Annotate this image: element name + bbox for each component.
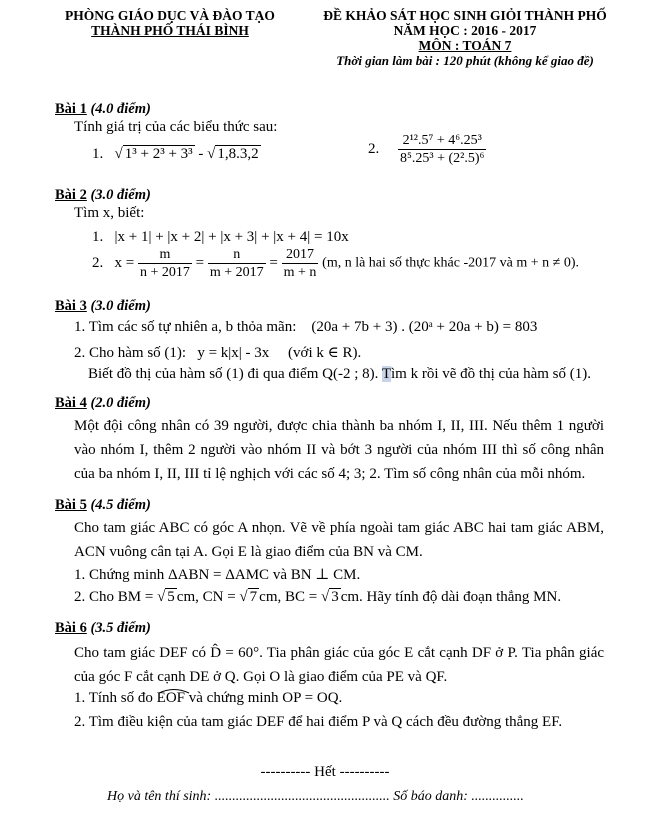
bai5-heading	[55, 497, 151, 514]
bai1-q1: 1. √ 1³ + 2³ + 3³ - √ 1,8.3,2	[92, 146, 259, 162]
bai5-q2-root2: 7	[249, 589, 258, 605]
bai2-q1-expr: |x + 1| + |x + 2| + |x + 3| + |x + 4| = 10x	[114, 229, 349, 245]
bai1-heading	[55, 101, 151, 118]
bai1-q1-root-a: 1³ + 2³ + 3³	[124, 146, 193, 162]
bai2-q1	[92, 229, 349, 246]
bai2-intro: Tìm x, biết:	[74, 205, 145, 221]
candidate-info	[107, 789, 524, 805]
arc-mark-icon	[157, 688, 191, 694]
bai3-q2	[74, 343, 361, 362]
bai3-q2-line2a: Biết đồ thị của hàm số (1) đi qua điểm Q(-2 ; 8).	[88, 366, 379, 382]
bai3-points: (3.0 điểm)	[90, 298, 151, 314]
bai5-title: Bài 5	[55, 497, 87, 513]
header-right	[300, 8, 630, 68]
bai1-q1-root-b: 1,8.3,2	[217, 146, 259, 162]
bai2-q2-frac1	[138, 246, 192, 281]
sbd-field: ...............	[471, 789, 524, 804]
bai5-q2-root3: 3	[331, 589, 339, 605]
subject: MÔN : TOÁN 7	[418, 38, 512, 53]
bai3-q1-eq: (20a + 7b + 3) . (20ᵃ + 20a + b) = 803	[311, 319, 538, 335]
bai5-points: (4.5 điểm)	[90, 497, 151, 513]
bai2-q2-frac3	[282, 246, 319, 281]
bai1-title: Bài 1	[55, 101, 87, 117]
bai2-q2-num: 2.	[92, 255, 104, 271]
bai6-q1-angle	[157, 690, 185, 707]
bai2-q2	[92, 246, 579, 281]
bai1-q2-num: 2.	[368, 141, 380, 157]
bai6-q1	[74, 690, 342, 707]
bai2-q2-x: x =	[114, 255, 135, 271]
bai1-q1-minus: -	[198, 146, 204, 162]
bai3-q2-text: 2. Cho hàm số (1):	[74, 345, 187, 361]
sbd-label: Số báo danh:	[393, 789, 468, 804]
bai4-title: Bài 4	[55, 395, 87, 411]
bai2-heading	[55, 187, 151, 204]
bai2-q2-frac2-den: m + 2017	[209, 265, 264, 280]
bai6-angle-d: D̂ = 60°	[210, 645, 260, 661]
bai6-points: (3.5 điểm)	[90, 620, 151, 636]
time-limit: Thời gian làm bài : 120 phút (không kể giao đề)	[336, 53, 594, 68]
bai2-q2-frac3-num: 2017	[282, 246, 319, 264]
bai6-title: Bài 6	[55, 620, 87, 636]
bai5-q2-c: cm, BC =	[259, 589, 318, 605]
text-selection-highlight: T	[381, 366, 392, 382]
bai3-title: Bài 3	[55, 298, 87, 314]
bai3-q2-eq: y = k|x| - 3x	[197, 345, 270, 361]
bai5-q2-a: 2. Cho BM =	[74, 589, 154, 605]
bai5-q2-d: cm. Hãy tính độ dài đoạn thẳng MN.	[340, 589, 562, 605]
city-name: THÀNH PHỐ THÁI BÌNH	[91, 23, 249, 38]
bai5-q2: 2. Cho BM = √ 5 cm, CN = √ 7 cm, BC = √ 3 cm. Hãy tính độ dài đoạn thẳng MN.	[74, 589, 562, 605]
bai6-text	[74, 641, 604, 689]
bai6-text-b: . Tia phân giác của góc E cắt cạnh DF ở P. Tia phân giác của góc F cắt cạnh DE ở Q. Gọi O là giao điểm của PE và QF.	[74, 645, 605, 685]
bai2-q1-num: 1.	[92, 229, 104, 245]
bai5-q1: 1. Chứng minh ΔABN = ΔAMC và BN ⊥ CM.	[74, 567, 361, 583]
bai6-heading	[55, 620, 151, 637]
bai2-q2-eq1: =	[195, 255, 205, 271]
bai2-q2-eq2: =	[269, 255, 278, 271]
bai3-q2-cond: (với k ∈ R).	[288, 345, 362, 361]
bai6-q1-a: 1. Tính số đo	[74, 690, 153, 706]
school-year: NĂM HỌC : 2016 - 2017	[393, 23, 537, 38]
bai2-q2-frac3-den: m + n	[283, 265, 317, 280]
name-label: Họ và tên thí sinh:	[107, 789, 212, 804]
bai1-points: (4.0 điểm)	[90, 101, 151, 117]
bai1-q2-denominator: 8⁵.25³ + (2².5)⁶	[400, 151, 485, 166]
bai4-heading	[55, 395, 151, 412]
bai2-q2-frac1-num: m	[138, 246, 192, 264]
bai6-q2: 2. Tìm điều kiện của tam giác DEF để hai điểm P và Q cách đều đường thẳng EF.	[74, 714, 563, 730]
bai3-heading	[55, 298, 151, 315]
bai1-q2	[368, 132, 486, 167]
bai2-q2-frac1-den: n + 2017	[139, 265, 190, 280]
bai5-q2-root1: 5	[167, 589, 175, 605]
bai1-q1-num: 1.	[92, 146, 104, 162]
exam-title: ĐỀ KHẢO SÁT HỌC SINH GIỎI THÀNH PHỐ	[323, 8, 607, 23]
bai6-q1-angle-text: EOF	[156, 690, 185, 706]
bai6-q1-b: và chứng minh OP = OQ.	[188, 690, 343, 706]
bai2-title: Bài 2	[55, 187, 87, 203]
department-name: PHÒNG GIÁO DỤC VÀ ĐÀO TẠO	[65, 8, 275, 23]
bai1-q2-fraction	[398, 132, 486, 167]
end-marker: ---------- Hết ----------	[260, 764, 390, 780]
bai3-q2-line2	[88, 366, 591, 383]
bai4-text: Một đội công nhân có 39 người, được chia thành ba nhóm I, II, III. Nếu thêm 1 người vào nhóm I, thêm 2 người vào nhóm II và bớt 3 người của nhóm III thì số công nhân của ba nhóm I, II, III tỉ lệ nghịch với các số 4; 3; 2. Tìm số công nhân của mỗi nhóm.	[74, 418, 604, 482]
bai2-q2-note: (m, n là hai số thực khác -2017 và m + n ≠ 0).	[322, 255, 579, 271]
bai1-intro: Tính giá trị của các biểu thức sau:	[74, 119, 278, 135]
bai5-text: Cho tam giác ABC có góc A nhọn. Vẽ về phía ngoài tam giác ABC hai tam giác ABM, ACN vuông cân tại A. Gọi E là giao điểm của BN và CM.	[74, 520, 604, 560]
bai4-points: (2.0 điểm)	[90, 395, 151, 411]
bai3-q1	[74, 319, 537, 336]
bai3-q2-line2b: ìm k rồi vẽ đồ thị của hàm số (1).	[391, 366, 591, 382]
bai2-points: (3.0 điểm)	[90, 187, 151, 203]
bai1-q2-numerator: 2¹².5⁷ + 4⁶.25³	[398, 132, 486, 150]
bai3-q1-text: 1. Tìm các số tự nhiên a, b thỏa mãn:	[74, 319, 297, 335]
bai6-text-a: Cho tam giác DEF có	[74, 645, 206, 661]
name-field: ..................................................	[214, 789, 390, 804]
bai2-q2-frac2-num: n	[208, 246, 266, 264]
bai5-q2-b: cm, CN =	[176, 589, 236, 605]
header-left	[40, 8, 300, 38]
bai2-q2-frac2	[208, 246, 266, 281]
